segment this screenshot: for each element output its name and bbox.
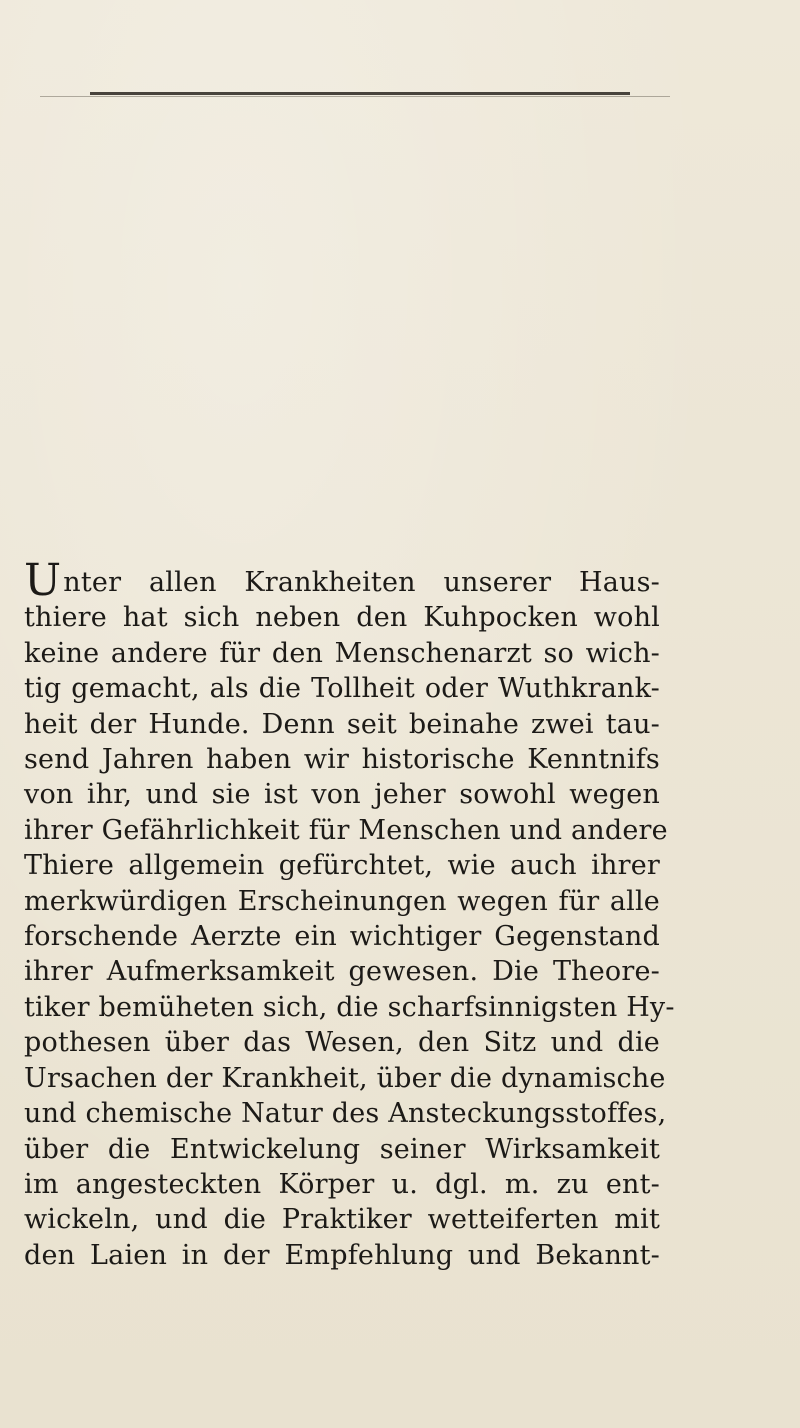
text-line: pothesen über das Wesen, den Sitz und die: [24, 1027, 660, 1059]
text-line: tig gemacht, als die Tollheit oder Wuthkrank-: [24, 673, 660, 705]
text-line: heit der Hunde. Denn seit beinahe zwei tau-: [24, 708, 660, 740]
text-line-1: Unter allen Krankheiten unserer Haus-: [24, 555, 660, 606]
text-line: Thiere allgemein gefürchtet, wie auch ihrer: [24, 850, 660, 882]
text-line: im angesteckten Körper u. dgl. m. zu ent-: [24, 1168, 660, 1200]
initial-letter: U: [24, 555, 62, 606]
text-line: von ihr, und sie ist von jeher sowohl wegen: [24, 779, 660, 811]
text-line: send Jahren haben wir historische Kenntnifs: [24, 744, 660, 776]
body-text: [24, 555, 675, 1273]
text-line: Ursachen der Krankheit, über die dynamische: [24, 1062, 666, 1094]
text-line: ihrer Aufmerksamkeit gewesen. Die Theore-: [24, 956, 660, 988]
text-line: wickeln, und die Praktiker wetteiferten mit: [24, 1204, 660, 1236]
text-line: über die Entwickelung seiner Wirksamkeit: [24, 1133, 660, 1165]
text-line: ihrer Gefährlichkeit für Menschen und andere: [24, 814, 668, 846]
text-line: keine andere für den Menschenarzt so wich-: [24, 637, 660, 669]
text-line: forschende Aerzte ein wichtiger Gegenstand: [24, 921, 660, 953]
header-rule: [90, 92, 630, 95]
text-line: und chemische Natur des Ansteckungsstoffes,: [24, 1098, 667, 1130]
text-line: den Laien in der Empfehlung und Bekannt-: [24, 1239, 660, 1271]
text-line: merkwürdigen Erscheinungen wegen für alle: [24, 885, 660, 917]
page-edge-line: [40, 96, 670, 97]
text-line: tiker bemüheten sich, die scharfsinnigsten Hy-: [24, 991, 675, 1023]
text-line: thiere hat sich neben den Kuhpocken wohl: [24, 602, 660, 634]
